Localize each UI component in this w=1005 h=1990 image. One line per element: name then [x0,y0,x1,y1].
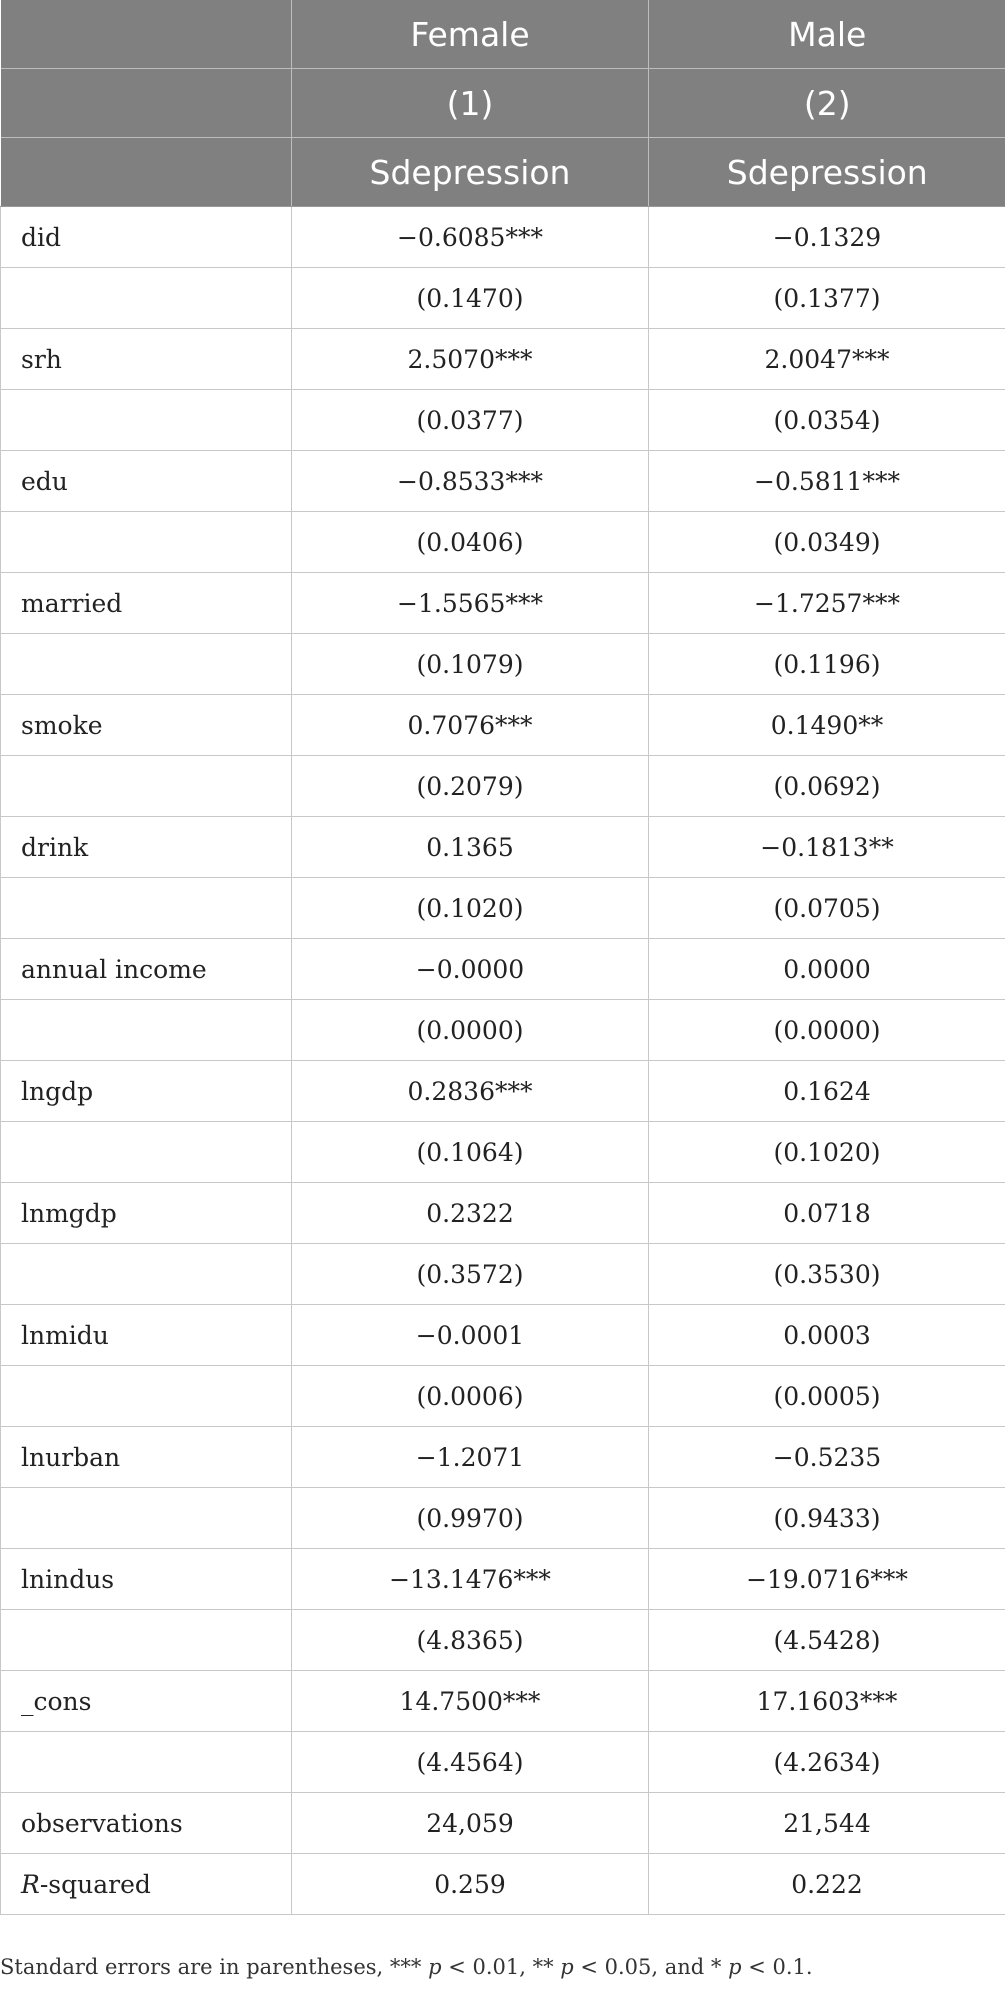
table-row [1,1000,1005,1061]
male-value: (0.0005) [649,1366,1005,1427]
male-value: −0.5811*** [649,451,1005,512]
male-value: 0.222 [649,1854,1005,1915]
row-label [1,1610,292,1671]
footnote-text-4: < 0.1. [741,1955,813,1979]
male-value: (0.1020) [649,1122,1005,1183]
table-row-rsquared [1,1854,1005,1915]
male-value: (0.0349) [649,512,1005,573]
female-value: −13.1476*** [292,1549,649,1610]
male-value: (0.1377) [649,268,1005,329]
table-row [1,268,1005,329]
female-value: (0.1020) [292,878,649,939]
female-value: (4.8365) [292,1610,649,1671]
female-value: −0.0000 [292,939,649,1000]
female-value: (0.0377) [292,390,649,451]
table-row [1,1183,1005,1244]
female-value: (0.3572) [292,1244,649,1305]
header-male: Male [649,0,1005,69]
female-value: −0.6085*** [292,207,649,268]
male-value: 2.0047*** [649,329,1005,390]
footnote-text-1: Standard errors are in parentheses, *** [0,1955,429,1979]
row-label [1,1000,292,1061]
table-row [1,451,1005,512]
rsquared-italic-r: R [21,1869,40,1899]
female-value: (4.4564) [292,1732,649,1793]
table-row [1,1488,1005,1549]
row-label [1,634,292,695]
row-label [1,1366,292,1427]
female-value: −1.2071 [292,1427,649,1488]
female-value: −0.8533*** [292,451,649,512]
male-value: −0.5235 [649,1427,1005,1488]
row-label [1,878,292,939]
male-value: (4.5428) [649,1610,1005,1671]
row-label: srh [1,329,292,390]
rsquared-label-rest: -squared [39,1869,151,1899]
row-label: did [1,207,292,268]
female-value: −0.0001 [292,1305,649,1366]
male-value: −0.1813** [649,817,1005,878]
male-value: 17.1603*** [649,1671,1005,1732]
header-stub [1,0,292,69]
female-value: 0.2836*** [292,1061,649,1122]
row-label: lngdp [1,1061,292,1122]
row-label: annual income [1,939,292,1000]
female-value: 0.1365 [292,817,649,878]
table-footnote [0,1955,813,1979]
female-value: −1.5565*** [292,573,649,634]
table-row [1,817,1005,878]
header-stub [1,69,292,138]
table-row [1,634,1005,695]
table-row [1,1427,1005,1488]
female-value: (0.1079) [292,634,649,695]
table-row [1,207,1005,268]
female-value: (0.0006) [292,1366,649,1427]
table-row [1,939,1005,1000]
female-value: 14.7500*** [292,1671,649,1732]
table-row [1,1061,1005,1122]
header-stub [1,138,292,207]
table-row [1,1610,1005,1671]
table-row [1,1793,1005,1854]
table-row [1,1122,1005,1183]
row-label-rsquared [1,1854,292,1915]
male-value: 0.0003 [649,1305,1005,1366]
female-value: (0.1064) [292,1122,649,1183]
row-label: married [1,573,292,634]
row-label [1,756,292,817]
header-model-1: (1) [292,69,649,138]
male-value: 0.0000 [649,939,1005,1000]
header-female: Female [292,0,649,69]
table-row [1,1366,1005,1427]
male-value: 21,544 [649,1793,1005,1854]
male-value: (0.0000) [649,1000,1005,1061]
table-row [1,573,1005,634]
row-label [1,268,292,329]
row-label [1,1244,292,1305]
table-row [1,1671,1005,1732]
footnote-text-2: < 0.01, ** [441,1955,561,1979]
table-body [1,207,1005,1915]
male-value: (0.9433) [649,1488,1005,1549]
row-label: smoke [1,695,292,756]
female-value: (0.9970) [292,1488,649,1549]
table-row [1,329,1005,390]
row-label: edu [1,451,292,512]
table-row [1,878,1005,939]
table-row [1,512,1005,573]
row-label [1,390,292,451]
female-value: (0.0000) [292,1000,649,1061]
header-row-group [1,0,1005,69]
table-row [1,695,1005,756]
male-value: (0.0692) [649,756,1005,817]
female-value: 2.5070*** [292,329,649,390]
header-depvar-1: Sdepression [292,138,649,207]
male-value: −19.0716*** [649,1549,1005,1610]
header-row-model [1,69,1005,138]
row-label: lnurban [1,1427,292,1488]
table-row [1,390,1005,451]
male-value: 0.0718 [649,1183,1005,1244]
male-value: (4.2634) [649,1732,1005,1793]
table-row [1,1732,1005,1793]
female-value: 0.2322 [292,1183,649,1244]
male-value: 0.1624 [649,1061,1005,1122]
row-label [1,1122,292,1183]
row-label: lnmidu [1,1305,292,1366]
table-row [1,1244,1005,1305]
female-value: 24,059 [292,1793,649,1854]
table-row [1,756,1005,817]
row-label: observations [1,1793,292,1854]
row-label [1,1732,292,1793]
male-value: −0.1329 [649,207,1005,268]
footnote-p-3: p [728,1955,742,1979]
header-model-2: (2) [649,69,1005,138]
female-value: (0.1470) [292,268,649,329]
row-label: lnindus [1,1549,292,1610]
female-value: (0.2079) [292,756,649,817]
table-row [1,1549,1005,1610]
row-label [1,512,292,573]
footnote-text-3: < 0.05, and * [573,1955,729,1979]
female-value: 0.7076*** [292,695,649,756]
male-value: 0.1490** [649,695,1005,756]
row-label: drink [1,817,292,878]
female-value: 0.259 [292,1854,649,1915]
male-value: (0.1196) [649,634,1005,695]
header-depvar-2: Sdepression [649,138,1005,207]
row-label: lnmgdp [1,1183,292,1244]
male-value: (0.3530) [649,1244,1005,1305]
footnote-p-2: p [560,1955,574,1979]
female-value: (0.0406) [292,512,649,573]
row-label [1,1488,292,1549]
table-row [1,1305,1005,1366]
row-label: _cons [1,1671,292,1732]
table-header [1,0,1005,207]
male-value: (0.0354) [649,390,1005,451]
header-row-depvar [1,138,1005,207]
footnote-p-1: p [428,1955,442,1979]
male-value: −1.7257*** [649,573,1005,634]
male-value: (0.0705) [649,878,1005,939]
